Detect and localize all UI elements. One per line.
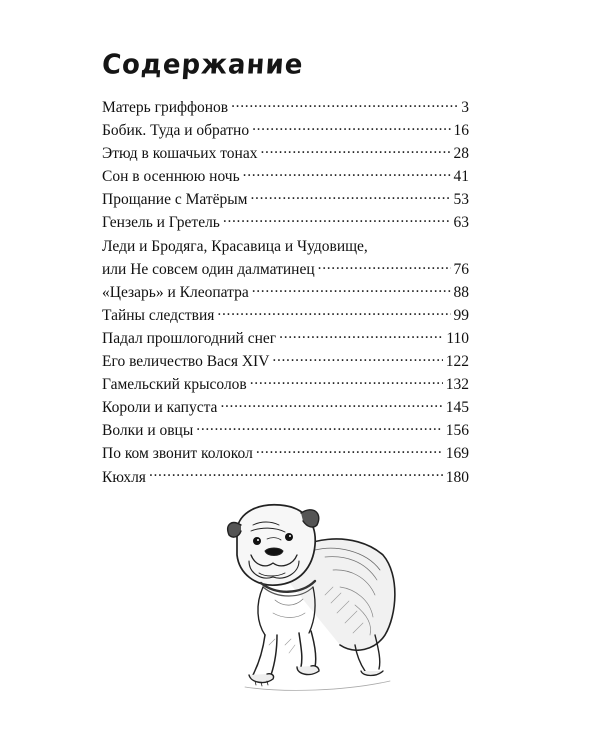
toc-entry-page: 132 bbox=[445, 376, 469, 394]
toc-entry-title: Кюхля bbox=[102, 468, 146, 486]
toc-entry-page: 53 bbox=[453, 191, 469, 209]
leader-dots bbox=[243, 166, 451, 182]
toc-entry bbox=[102, 304, 469, 327]
toc-entry-title: Матерь гриффонов bbox=[102, 99, 229, 116]
toc-entry-page: 99 bbox=[453, 306, 469, 324]
toc-entry bbox=[102, 211, 469, 234]
toc-entry bbox=[102, 119, 469, 142]
toc-entry bbox=[102, 235, 469, 281]
leader-dots bbox=[231, 97, 458, 113]
toc-entry-page: 110 bbox=[446, 329, 469, 347]
toc-entry bbox=[102, 281, 469, 304]
toc-entry bbox=[102, 350, 469, 373]
toc-entry-title: По ком звонит колокол bbox=[102, 445, 253, 463]
leader-dots bbox=[223, 212, 451, 228]
leader-dots bbox=[217, 304, 450, 320]
toc-entry bbox=[102, 466, 469, 489]
toc-entry-title: Волки и овцы bbox=[102, 422, 194, 440]
toc-entry-page: 180 bbox=[445, 468, 469, 486]
leader-dots bbox=[260, 143, 450, 159]
toc-entry bbox=[102, 373, 469, 396]
toc-entry-page: 41 bbox=[453, 168, 469, 186]
toc-entry-page: 88 bbox=[453, 283, 469, 301]
leader-dots bbox=[252, 281, 451, 297]
toc-entry-title: Гензель и Гретель bbox=[102, 214, 220, 232]
toc-entry-page: 169 bbox=[445, 445, 469, 463]
toc-entry bbox=[102, 188, 469, 211]
toc-entry-title: Короли и капуста bbox=[102, 399, 218, 417]
toc-entry-title: Тайны следствия bbox=[102, 306, 215, 324]
toc-entry bbox=[102, 442, 469, 465]
toc-entry-title: Его величество Вася XIV bbox=[102, 353, 270, 371]
toc-entry-page: 122 bbox=[445, 353, 469, 371]
leader-dots bbox=[250, 374, 443, 390]
toc-entry bbox=[102, 327, 469, 350]
toc-entry-title: или Не совсем один далматинец bbox=[102, 260, 315, 278]
toc-entry-title: Сон в осеннюю ночь bbox=[102, 168, 240, 186]
toc-entry-title: Этюд в кошачьих тонах bbox=[102, 145, 258, 163]
toc-entry-title: Гамельский крысолов bbox=[102, 376, 247, 394]
toc-entry bbox=[102, 142, 469, 165]
toc-entry-title: Падал прошлогодний снег bbox=[102, 329, 277, 347]
toc-entry bbox=[102, 396, 469, 419]
toc-heading: Содержание bbox=[100, 49, 305, 81]
toc-entry-title-line1: Леди и Бродяга, Красавица и Чудовище, bbox=[102, 237, 368, 255]
toc-entry-page: 3 bbox=[461, 99, 469, 116]
leader-dots bbox=[318, 258, 451, 274]
leader-dots bbox=[251, 189, 451, 205]
leader-dots bbox=[252, 120, 450, 136]
toc-entry-page: 145 bbox=[445, 399, 469, 417]
toc-list bbox=[102, 96, 469, 489]
toc-entry-title: Бобик. Туда и обратно bbox=[102, 122, 250, 140]
bulldog-illustration-icon bbox=[205, 495, 410, 700]
toc-entry bbox=[102, 96, 469, 119]
toc-entry-page: 16 bbox=[453, 122, 469, 140]
leader-dots bbox=[220, 397, 442, 413]
toc-entry-title: «Цезарь» и Клеопатра bbox=[102, 283, 249, 301]
toc-entry-page: 63 bbox=[453, 214, 469, 232]
leader-dots bbox=[149, 466, 443, 482]
toc-entry bbox=[102, 419, 469, 442]
leader-dots bbox=[279, 327, 443, 343]
toc-entry-page: 28 bbox=[453, 145, 469, 163]
toc-entry-page: 76 bbox=[453, 260, 469, 278]
leader-dots bbox=[196, 420, 442, 436]
toc-entry bbox=[102, 165, 469, 188]
leader-dots bbox=[256, 443, 443, 459]
leader-dots bbox=[272, 351, 442, 367]
toc-entry-title: Прощание с Матёрым bbox=[102, 191, 248, 209]
toc-entry-page: 156 bbox=[445, 422, 469, 440]
